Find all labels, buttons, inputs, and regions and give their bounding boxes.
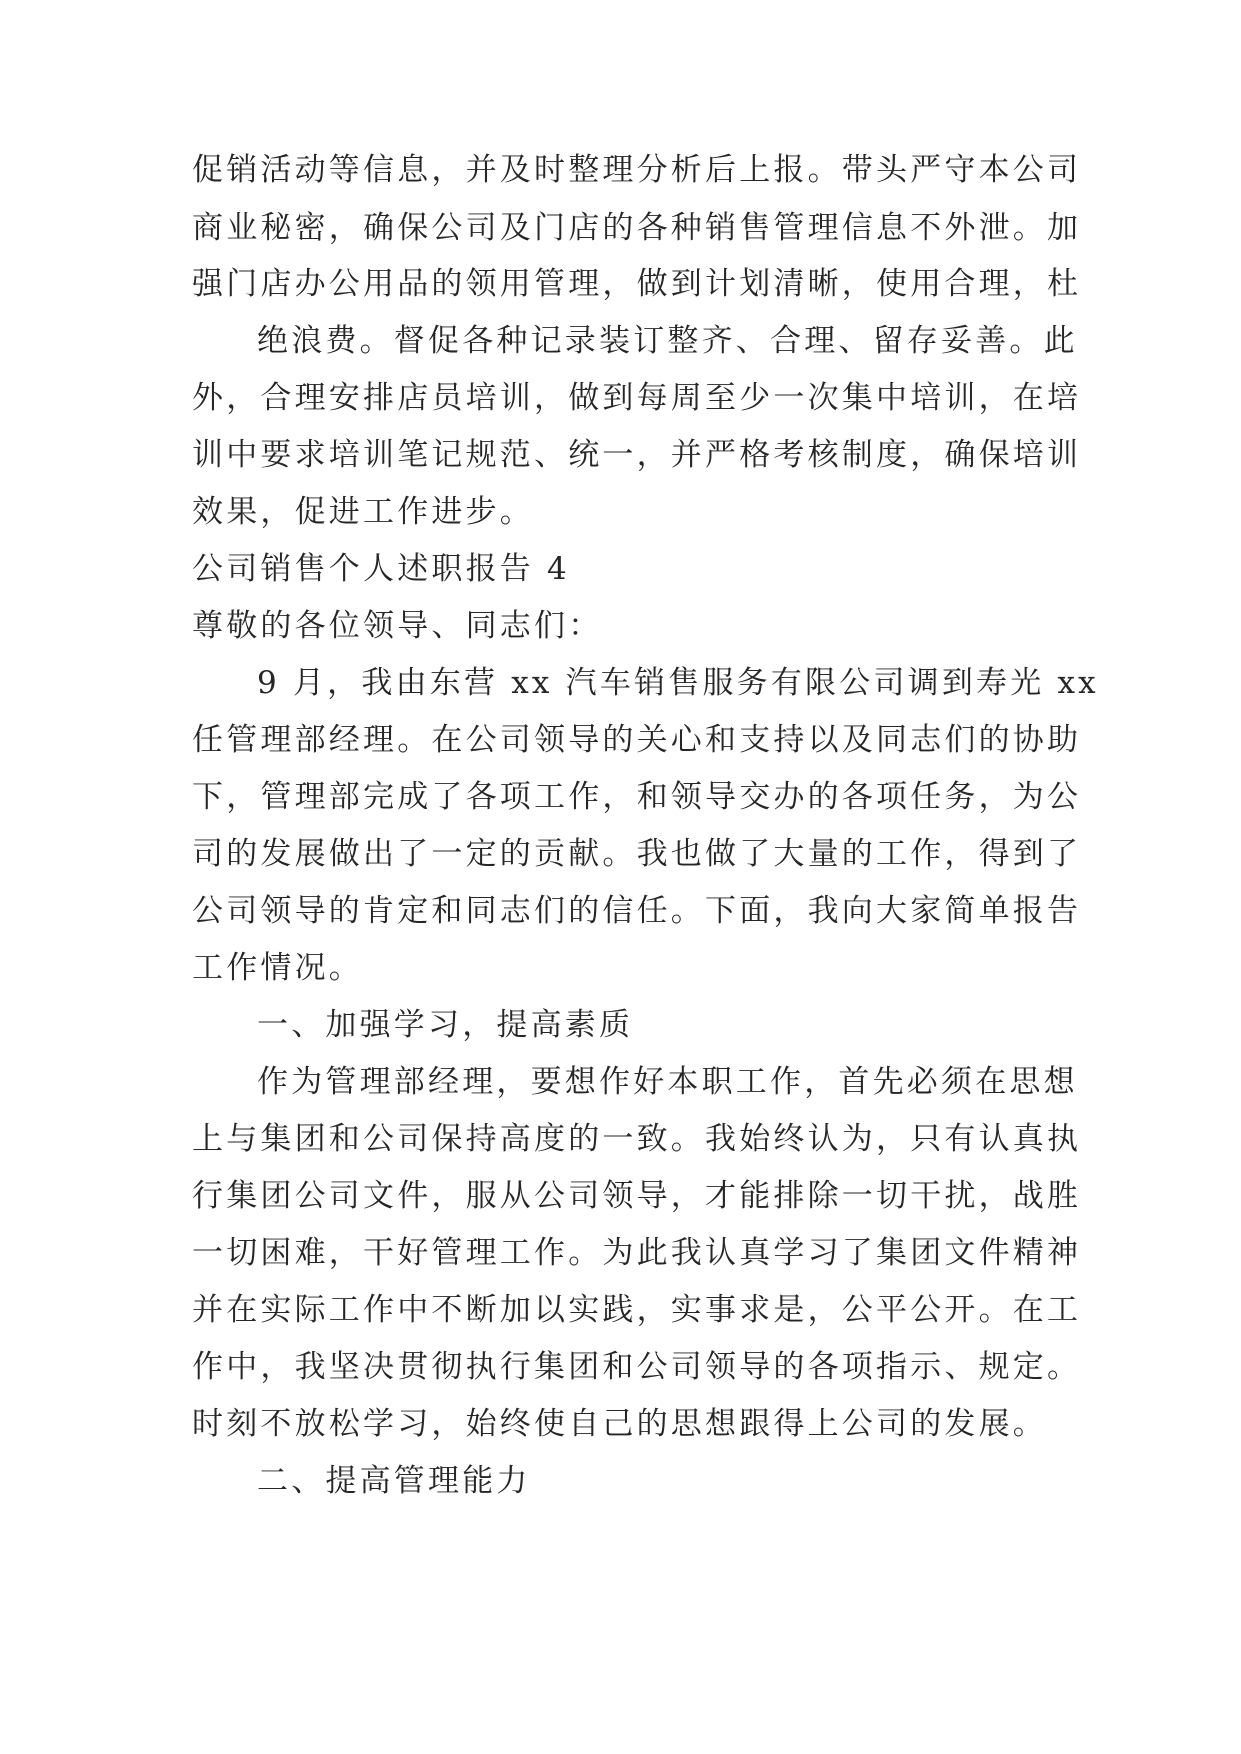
text-line: 公司领导的肯定和同志们的信任。下面，我向大家简单报告 bbox=[192, 893, 1082, 929]
subheading: 二、提高管理能力 bbox=[257, 1463, 531, 1499]
section-heading: 公司销售个人述职报告 4 bbox=[192, 551, 570, 587]
text-line: 9 月，我由东营 xx 汽车销售服务有限公司调到寿光 xx bbox=[257, 665, 1099, 701]
text-line: 绝浪费。督促各种记录装订整齐、合理、留存妥善。此 bbox=[257, 323, 1078, 359]
text-line: 司的发展做出了一定的贡献。我也做了大量的工作，得到了 bbox=[192, 836, 1082, 872]
text-line: 下，管理部完成了各项工作，和领导交办的各项任务，为公 bbox=[192, 779, 1082, 815]
text-line: 并在实际工作中不断加以实践，实事求是，公平公开。在工 bbox=[192, 1292, 1082, 1328]
text-line: 时刻不放松学习，始终使自己的思想跟得上公司的发展。 bbox=[192, 1406, 1047, 1442]
text-line: 作中，我坚决贯彻执行集团和公司领导的各项指示、规定。 bbox=[192, 1349, 1082, 1385]
text-line: 训中要求培训笔记规范、统一，并严格考核制度，确保培训 bbox=[192, 437, 1082, 473]
text-line: 商业秘密，确保公司及门店的各种销售管理信息不外泄。加 bbox=[192, 210, 1082, 246]
text-line: 任管理部经理。在公司领导的关心和支持以及同志们的协助 bbox=[192, 722, 1082, 758]
text-line: 行集团公司文件，服从公司领导，才能排除一切干扰，战胜 bbox=[192, 1178, 1082, 1214]
text-line: 外，合理安排店员培训，做到每周至少一次集中培训，在培 bbox=[192, 380, 1082, 416]
text-line: 上与集团和公司保持高度的一致。我始终认为，只有认真执 bbox=[192, 1121, 1082, 1157]
text-line: 促销活动等信息，并及时整理分析后上报。带头严守本公司 bbox=[192, 152, 1082, 188]
text-line: 一切困难，干好管理工作。为此我认真学习了集团文件精神 bbox=[192, 1235, 1082, 1271]
text-line: 强门店办公用品的领用管理，做到计划清晰，使用合理，杜 bbox=[192, 266, 1082, 302]
salutation: 尊敬的各位领导、同志们： bbox=[192, 608, 603, 644]
subheading: 一、加强学习，提高素质 bbox=[257, 1007, 634, 1043]
text-line: 工作情况。 bbox=[192, 950, 363, 986]
text-line: 效果，促进工作进步。 bbox=[192, 494, 534, 530]
text-line: 作为管理部经理，要想作好本职工作，首先必须在思想 bbox=[257, 1064, 1078, 1100]
